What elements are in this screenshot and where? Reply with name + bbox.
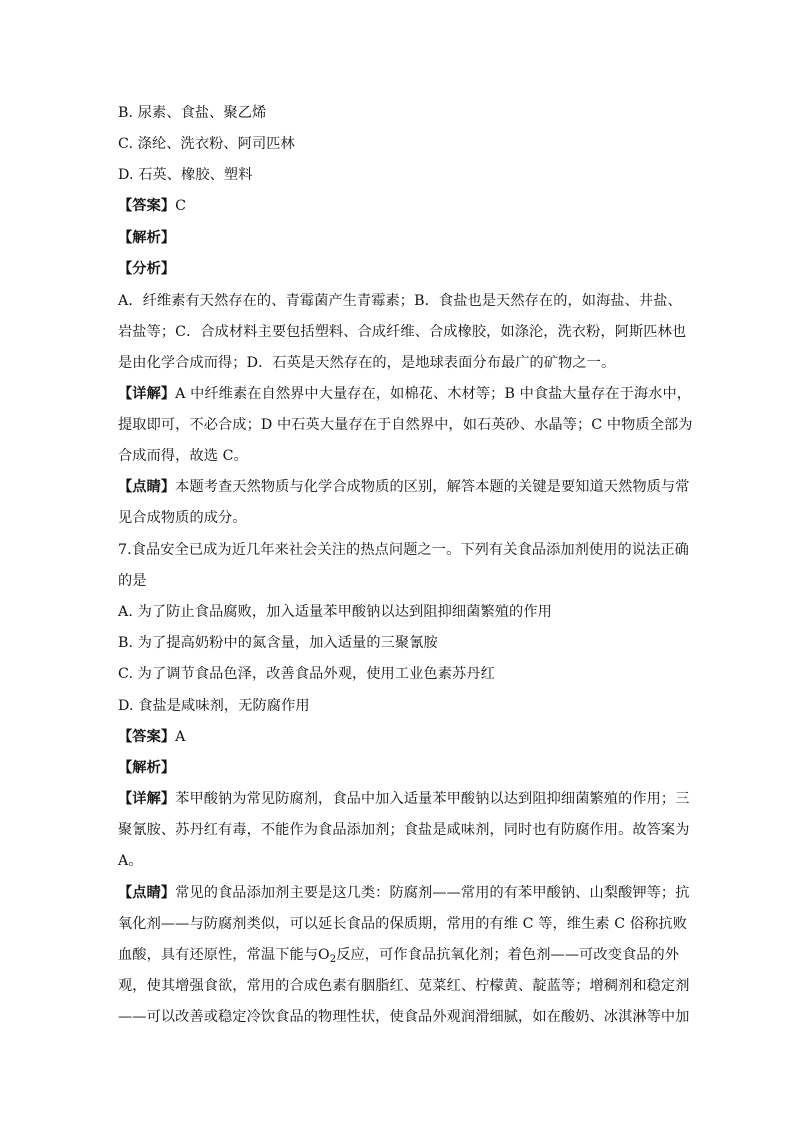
q7-detail-line: 聚氰胺、苏丹红有毒，不能作为食品添加剂；食盐是咸味剂，同时也有防腐作用。故答案为 [118, 822, 690, 838]
q6-option-d: D. 石英、橡胶、塑料 [118, 167, 253, 183]
q6-option-c: C. 涤纶、洗衣粉、阿司匹林 [118, 136, 295, 152]
q7-answer [118, 728, 678, 746]
q7-comment-line: ——可以改善或稳定冷饮食品的物理性状，使食品外观润滑细腻，如在酸奶、冰淇淋等中加 [118, 1009, 690, 1025]
q6-detail-line: 合成而得，故选 C。 [118, 448, 248, 464]
answer-label: 【答案】 [118, 198, 176, 214]
comment-text: 常见的食品添加剂主要是这几类：防腐剂——常用的有苯甲酸钠、山梨酸钾等；抗 [175, 885, 690, 901]
q6-option-b: B. 尿素、食盐、聚乙烯 [118, 105, 267, 121]
q7-stem-line: 的是 [118, 573, 147, 589]
q6-answer [118, 197, 678, 215]
answer-label: 【答案】 [118, 729, 176, 745]
q7-option-d: D. 食盐是咸味剂，无防腐作用 [118, 698, 310, 714]
comment-label: 【点睛】 [118, 479, 176, 495]
q6-jiexi-label: 【解析】 [118, 230, 176, 246]
q7-option-b: B. 为了提高奶粉中的氮含量，加入适量的三聚氰胺 [118, 635, 438, 651]
comment-label: 【点睛】 [118, 885, 176, 901]
q6-detail [118, 385, 692, 403]
q6-analysis-line: 岩盐等；C．合成材料主要包括塑料、合成纤维、合成橡胶，如涤沦，洗衣粉，阿斯匹林也 [118, 324, 687, 340]
q7-option-c: C. 为了调节食品色泽，改善食品外观，使用工业色素苏丹红 [118, 666, 495, 682]
detail-text: A 中纤维素在自然界中大量存在，如棉花、木材等；B 中食盐大量存在于海水中， [175, 386, 692, 402]
q7-jiexi-label: 【解析】 [118, 760, 176, 776]
q6-analysis-line: 是由化学合成而得；D．石英是天然存在的，是地球表面分布最广的矿物之一。 [118, 355, 616, 371]
o2-formula: $O_2$ [318, 947, 337, 965]
q6-detail-line: 提取即可，不必合成；D 中石英大量存在于自然界中，如石英砂、水晶等；C 中物质全部为 [118, 417, 693, 433]
comment-text: 血酸，具有还原性，常温下能与 [118, 947, 319, 963]
q7-comment [118, 884, 690, 902]
q7-option-a: A. 为了防止食品腐败，加入适量苯甲酸钠以达到阻抑细菌繁殖的作用 [118, 604, 552, 620]
q6-analysis-line: A．纤维素有天然存在的、青霉菌产生青霉素；B．食盐也是天然存在的，如海盐、井盐、 [118, 293, 682, 309]
detail-label: 【详解】 [118, 386, 176, 402]
comment-text: 反应，可作食品抗氧化剂；着色剂——可改变食品的外 [336, 947, 680, 963]
q7-comment-line [118, 946, 678, 964]
q7-detail [118, 790, 690, 808]
detail-text: 苯甲酸钠为常见防腐剂，食品中加入适量苯甲酸钠以达到阻抑细菌繁殖的作用；三 [175, 791, 690, 807]
q6-comment [118, 478, 690, 496]
q7-comment-line: 观，使其增强食欲，常用的合成色素有胭脂红、苋菜红、柠檬黄、靛蓝等；增稠剂和稳定剂 [118, 978, 690, 994]
q7-comment-line: 氧化剂——与防腐剂类似，可以延长食品的保质期，常用的有维 C 等，维生素 C 俗称抗败 [118, 916, 687, 932]
comment-text: 本题考查天然物质与化学合成物质的区别，解答本题的关键是要知道天然物质与常 [175, 479, 690, 495]
q6-comment-line: 见合成物质的成分。 [118, 510, 247, 526]
answer-value: A [175, 729, 186, 745]
q7-detail-line: A。 [118, 853, 143, 869]
q7-stem-line: 7.食品安全已成为近几年来社会关注的热点问题之一。下列有关食品添加剂使用的说法正确 [118, 542, 689, 558]
answer-value: C [175, 198, 187, 214]
detail-label: 【详解】 [118, 791, 176, 807]
q6-fenxi-label: 【分析】 [118, 261, 176, 277]
